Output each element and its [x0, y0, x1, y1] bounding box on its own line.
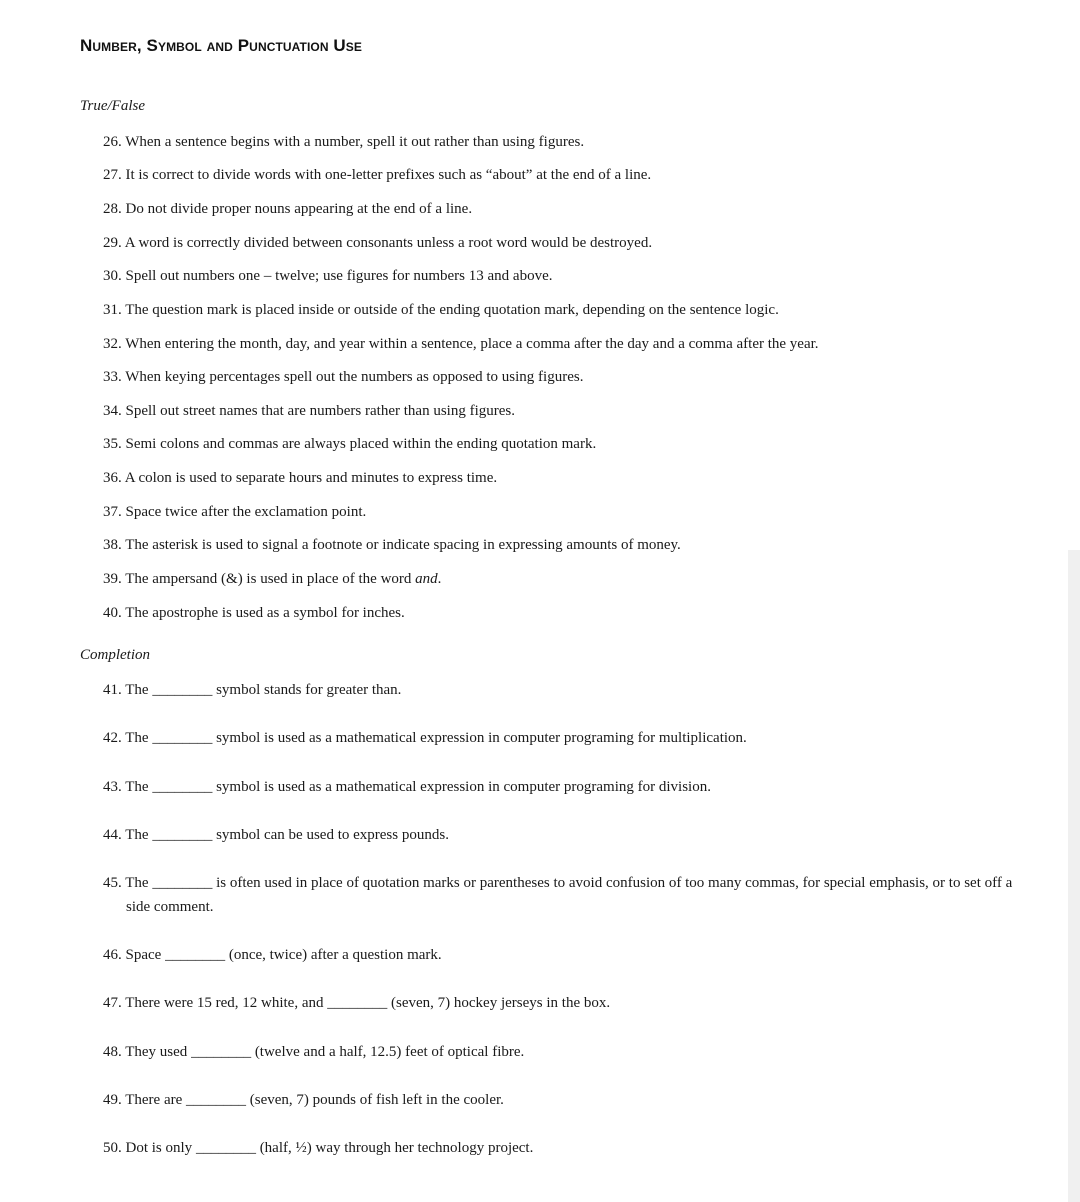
- question-33: [103, 365, 1031, 389]
- question-31: [103, 298, 1031, 322]
- question-42: [103, 726, 1031, 750]
- question-text: When keying percentages spell out the numbers as opposed to using figures.: [125, 369, 584, 385]
- answer-blank[interactable]: ________: [165, 947, 226, 963]
- question-43: [103, 775, 1031, 799]
- question-text: When entering the month, day, and year within a sentence, place a comma after the day and a comma after the year.: [125, 336, 819, 352]
- question-text: Spell out street names that are numbers rather than using figures.: [125, 403, 515, 419]
- question-number: 26.: [103, 134, 122, 150]
- question-29: [103, 231, 1031, 255]
- question-number: 32.: [103, 336, 122, 352]
- question-35: [103, 432, 1031, 456]
- question-number: 50.: [103, 1140, 122, 1156]
- question-text: They used: [125, 1044, 192, 1060]
- answer-blank[interactable]: ________: [152, 875, 213, 891]
- question-number: 39.: [103, 571, 122, 587]
- question-number: 29.: [103, 235, 122, 251]
- question-number: 44.: [103, 827, 122, 843]
- question-number: 49.: [103, 1092, 122, 1108]
- question-44: [103, 823, 1031, 847]
- question-40: [103, 601, 1031, 625]
- question-number: 38.: [103, 537, 122, 553]
- question-number: 30.: [103, 268, 122, 284]
- question-number: 46.: [103, 947, 122, 963]
- page-title: Number, Symbol and Punctuation Use: [80, 36, 363, 55]
- question-text: It is correct to divide words with one-letter prefixes such as “about” at the end of a line.: [125, 167, 652, 183]
- question-37: [103, 500, 1031, 524]
- question-number: 34.: [103, 403, 122, 419]
- answer-blank[interactable]: ________: [152, 730, 213, 746]
- question-number: 43.: [103, 779, 122, 795]
- question-32: [103, 332, 1031, 356]
- question-text: Dot is only: [125, 1140, 196, 1156]
- answer-blank[interactable]: ________: [195, 1140, 256, 1156]
- question-26: [103, 130, 1031, 154]
- question-text-end: (seven, 7) hockey jerseys in the box.: [387, 995, 611, 1011]
- answer-blank[interactable]: ________: [152, 827, 213, 843]
- question-text-end: (seven, 7) pounds of fish left in the cooler.: [246, 1092, 504, 1108]
- question-number: 35.: [103, 436, 122, 452]
- question-text-end: symbol stands for greater than.: [212, 682, 402, 698]
- question-text: The apostrophe is used as a symbol for inches.: [125, 605, 405, 621]
- question-number: 47.: [103, 995, 122, 1011]
- question-text-end: symbol is used as a mathematical expression in computer programing for division.: [212, 779, 711, 795]
- question-number: 36.: [103, 470, 122, 486]
- question-41: [103, 678, 1031, 702]
- answer-blank[interactable]: ________: [186, 1092, 247, 1108]
- answer-blank[interactable]: ________: [152, 682, 213, 698]
- question-text: Spell out numbers one – twelve; use figures for numbers 13 and above.: [125, 268, 553, 284]
- section-heading-true-false: True/False: [80, 98, 146, 114]
- question-number: 28.: [103, 201, 122, 217]
- question-39: [103, 567, 1031, 591]
- question-30: [103, 264, 1031, 288]
- question-text: The: [125, 730, 153, 746]
- question-38: [103, 533, 1031, 557]
- question-number: 41.: [103, 682, 122, 698]
- question-number: 37.: [103, 504, 122, 520]
- question-48: [103, 1040, 1031, 1064]
- question-50: [103, 1136, 1031, 1160]
- question-text: The: [125, 827, 153, 843]
- question-text: The: [125, 875, 153, 891]
- question-text: Semi colons and commas are always placed within the ending quotation mark.: [125, 436, 597, 452]
- question-text-end: symbol can be used to express pounds.: [212, 827, 449, 843]
- question-text-end: .: [437, 571, 442, 587]
- question-text-end: is often used in place of quotation marks or parentheses to avoid confusion of too many commas, for special emphasis, or to set off a side comment.: [126, 875, 1013, 915]
- question-text: The: [125, 682, 153, 698]
- section-heading-completion: Completion: [80, 647, 150, 663]
- question-text: The ampersand (&) is used in place of the word: [125, 571, 416, 587]
- question-text: A word is correctly divided between consonants unless a root word would be destroyed.: [124, 235, 653, 251]
- question-text-end: (half, ½) way through her technology project.: [255, 1140, 534, 1156]
- question-34: [103, 399, 1031, 423]
- question-text: The question mark is placed inside or outside of the ending quotation mark, depending on the sentence logic.: [125, 302, 779, 318]
- question-text: Space twice after the exclamation point.: [125, 504, 367, 520]
- question-text: When a sentence begins with a number, spell it out rather than using figures.: [125, 134, 585, 150]
- question-number: 33.: [103, 369, 122, 385]
- question-text: The asterisk is used to signal a footnote or indicate spacing in expressing amounts of money.: [125, 537, 681, 553]
- question-text: A colon is used to separate hours and minutes to express time.: [124, 470, 498, 486]
- question-27: [103, 163, 1031, 187]
- question-46: [103, 943, 1031, 967]
- question-45: [103, 871, 1031, 919]
- question-text: Do not divide proper nouns appearing at the end of a line.: [125, 201, 473, 217]
- answer-blank[interactable]: ________: [152, 779, 213, 795]
- question-number: 40.: [103, 605, 122, 621]
- question-number: 27.: [103, 167, 122, 183]
- question-emphasis: and: [415, 571, 438, 587]
- question-text: Space: [125, 947, 166, 963]
- scrollbar-track[interactable]: [1068, 550, 1080, 1202]
- answer-blank[interactable]: ________: [327, 995, 388, 1011]
- question-number: 31.: [103, 302, 122, 318]
- question-36: [103, 466, 1031, 490]
- question-text-end: (once, twice) after a question mark.: [225, 947, 442, 963]
- question-text: There were 15 red, 12 white, and: [125, 995, 328, 1011]
- question-text-end: symbol is used as a mathematical expression in computer programing for multiplication.: [212, 730, 747, 746]
- question-49: [103, 1088, 1031, 1112]
- question-28: [103, 197, 1031, 221]
- question-number: 48.: [103, 1044, 122, 1060]
- question-number: 42.: [103, 730, 122, 746]
- question-text: The: [125, 779, 153, 795]
- question-47: [103, 991, 1031, 1015]
- question-text: There are: [125, 1092, 187, 1108]
- question-text-end: (twelve and a half, 12.5) feet of optical fibre.: [251, 1044, 525, 1060]
- answer-blank[interactable]: ________: [191, 1044, 252, 1060]
- question-number: 45.: [103, 875, 122, 891]
